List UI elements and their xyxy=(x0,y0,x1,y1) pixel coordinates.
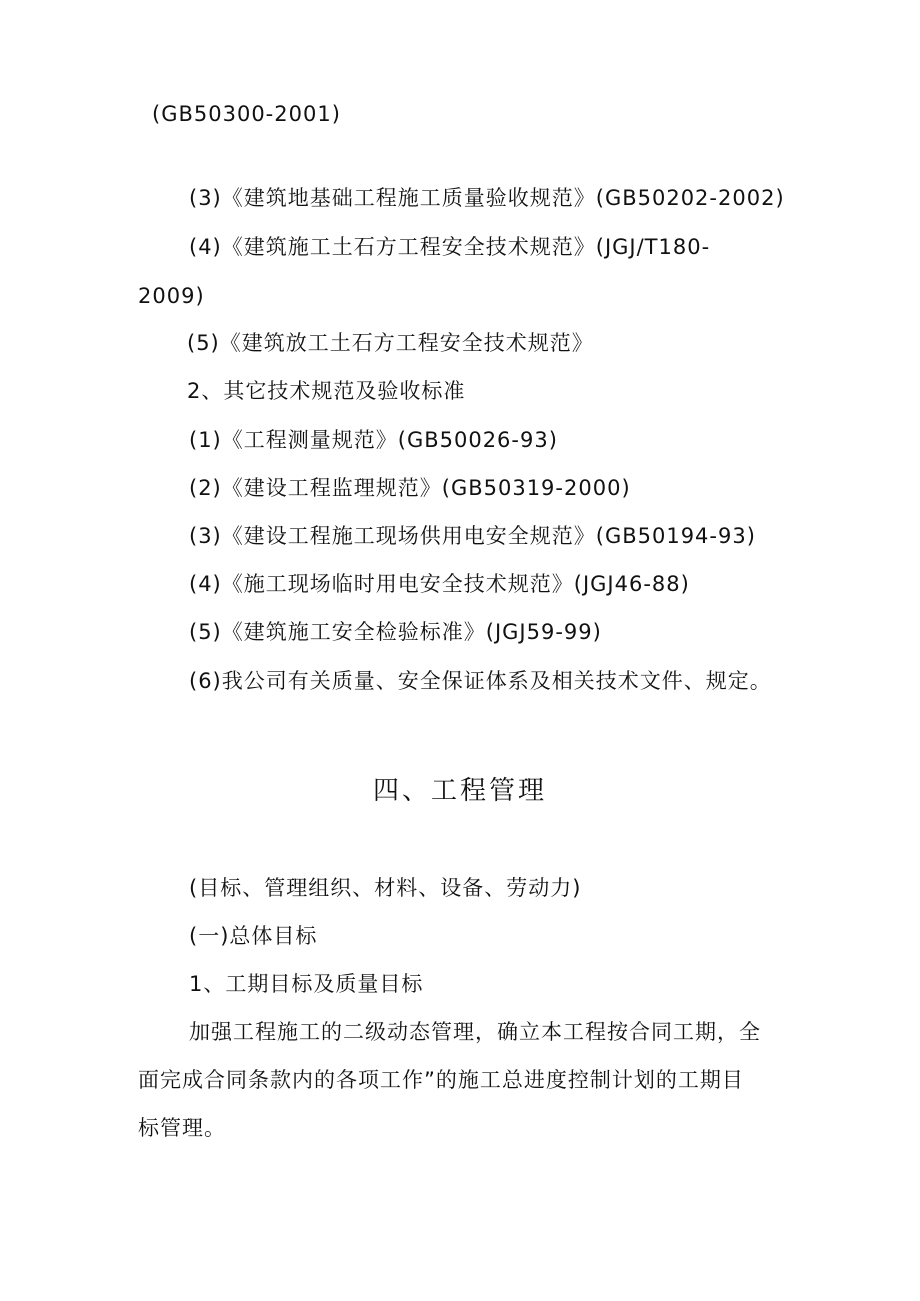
text-line: (4)《施工现场临时用电安全技术规范》(JGJ46-88) xyxy=(189,572,690,596)
text-line: 2、其它技术规范及验收标准 xyxy=(187,379,466,403)
text-line: (3)《建设工程施工现场供用电安全规范》(GB50194-93) xyxy=(189,524,756,548)
text-line: (5)《建筑放工土石方工程安全技术规范》 xyxy=(187,331,594,355)
text-line: 1、工期目标及质量目标 xyxy=(189,972,424,996)
text-line: (6)我公司有关质量、安全保证体系及相关技术文件、规定。 xyxy=(189,669,772,693)
text-line: (2)《建设工程监理规范》(GB50319-2000) xyxy=(189,476,631,500)
text-line: (5)《建筑施工安全检验标准》(JGJ59-99) xyxy=(189,620,602,644)
paragraph-line: 加强工程施工的二级动态管理，确立本工程按合同工期，全 xyxy=(189,1020,761,1044)
text-line: 2009) xyxy=(138,284,205,308)
section-title: 四、工程管理 xyxy=(372,776,547,806)
paragraph-line: 标管理。 xyxy=(138,1116,226,1140)
text-line: (4)《建筑施工土石方工程安全技术规范》(JGJ/T180- xyxy=(189,235,711,259)
text-line: (GB50300-2001) xyxy=(152,102,341,126)
text-line: (1)《工程测量规范》(GB50026-93) xyxy=(189,428,558,452)
paragraph-line: 面完成合同条款内的各项工作”的施工总进度控制计划的工期目 xyxy=(138,1068,744,1092)
text-line: (一)总体目标 xyxy=(189,924,318,948)
text-line: (3)《建筑地基础工程施工质量验收规范》(GB50202-2002) xyxy=(189,186,785,210)
text-line: (目标、管理组织、材料、设备、劳动力) xyxy=(189,876,582,900)
